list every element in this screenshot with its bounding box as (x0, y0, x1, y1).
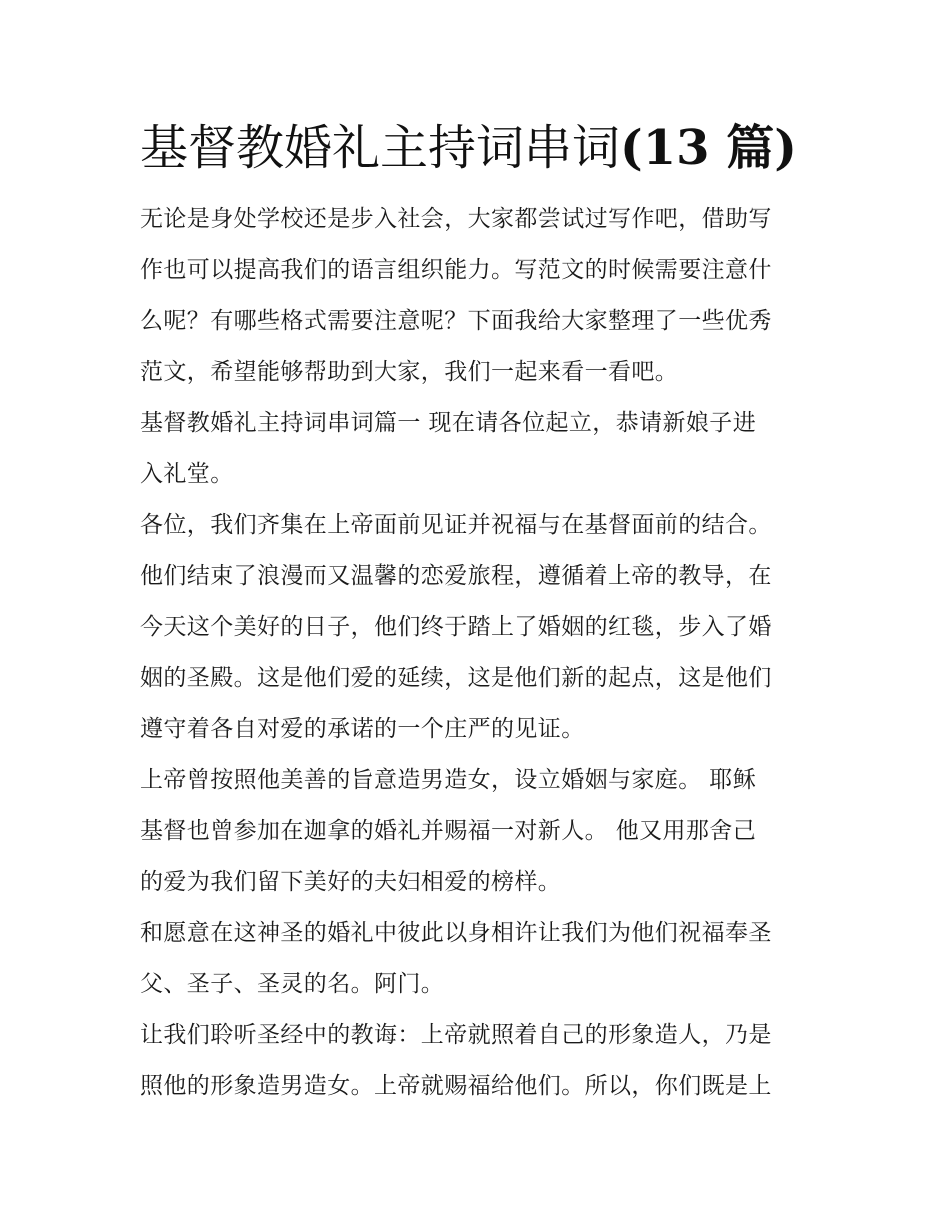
paragraph-line: 上帝曾按照他美善的旨意造男造女，设立婚姻与家庭。 耶稣 (140, 767, 757, 793)
paragraph-line: 无论是身处学校还是步入社会，大家都尝试过写作吧，借助写 (140, 206, 772, 232)
paragraph-line: 照他的形象造男造女。上帝就赐福给他们。所以，你们既是上 (140, 1073, 772, 1099)
paragraph-line: 他们结束了浪漫而又温馨的恋爱旅程，遵循着上帝的教导，在 (140, 563, 772, 589)
paragraph (140, 908, 820, 1010)
paragraph (140, 500, 820, 755)
paragraph-list (140, 194, 820, 1112)
paragraph-line: 基督也曾参加在迦拿的婚礼并赐福一对新人。 他又用那舍己 (140, 818, 757, 844)
document-body (140, 116, 820, 1112)
paragraph-line: 和愿意在这神圣的婚礼中彼此以身相许让我们为他们祝福奉圣 (140, 920, 772, 946)
paragraph-line: 让我们聆听圣经中的教诲：上帝就照着自己的形象造人，乃是 (140, 1022, 772, 1048)
paragraph-line: 么呢？有哪些格式需要注意呢？下面我给大家整理了一些优秀 (140, 308, 772, 334)
paragraph (140, 755, 820, 908)
paragraph-line: 父、圣子、圣灵的名。阿门。 (140, 971, 445, 997)
paragraph-line: 姻的圣殿。这是他们爱的延续，这是他们新的起点，这是他们 (140, 665, 772, 691)
paragraph-line: 今天这个美好的日子，他们终于踏上了婚姻的红毯，步入了婚 (140, 614, 772, 640)
paragraph (140, 1010, 820, 1112)
paragraph-line: 范文，希望能够帮助到大家，我们一起来看一看吧。 (140, 359, 679, 385)
paragraph-line: 各位，我们齐集在上帝面前见证并祝福与在基督面前的结合。 (140, 512, 772, 538)
paragraph (140, 194, 820, 398)
paragraph-line: 入礼堂。 (140, 461, 234, 487)
document-title (140, 116, 820, 180)
paragraph-line: 作也可以提高我们的语言组织能力。写范文的时候需要注意什 (140, 257, 772, 283)
paragraph-line: 的爱为我们留下美好的夫妇相爱的榜样。 (140, 869, 562, 895)
title-main: 基督教婚礼主持词串词 (140, 120, 621, 176)
paragraph-line: 基督教婚礼主持词串词篇一 现在请各位起立，恭请新娘子进 (140, 410, 757, 436)
title-suffix: (13 篇) (620, 120, 797, 176)
paragraph-line: 遵守着各自对爱的承诺的一个庄严的见证。 (140, 716, 585, 742)
paragraph (140, 398, 820, 500)
